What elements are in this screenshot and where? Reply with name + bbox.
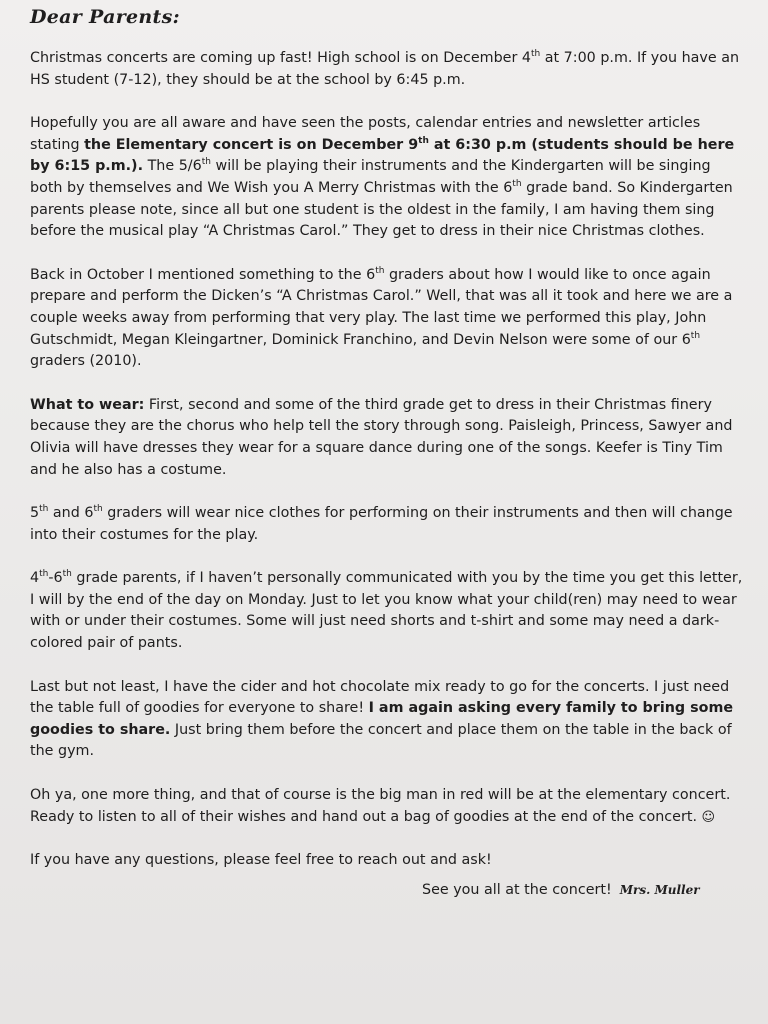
smiley-icon: ☺ <box>701 809 716 825</box>
concert-date-highlight: the Elementary concert is on December 9th at 6:30 p.m (students should be here by 6:15 p.m.). <box>30 136 735 175</box>
letter-greeting: Dear Parents: <box>30 6 180 28</box>
paragraph-elementary-concert: Hopefully you are all aware and have seen the posts, calendar entries and newsletter articles stating the Elementary concert is on December 9th at 6:30 p.m (students should be here by 6:15 p.m.). The 5/6th will be playing their instruments and the Kindergarten will be singing both by themselves and We Wish you A Merry Christmas with the 6th grade band. So Kindergarten parents please note, since all but one student is the oldest in the family, I am having them sing before the musical play “A Christmas Carol.” They get to dress in their nice Christmas clothes. <box>30 115 735 240</box>
signature: Mrs. Muller <box>619 882 700 897</box>
paragraph-high-school-concert: Christmas concerts are coming up fast! High school is on December 4th at 7:00 p.m. If you have an HS student (7-12), they should be at the school by 6:45 p.m. <box>30 49 740 88</box>
paragraph-costume-parents: 4th-6th grade parents, if I haven’t personally communicated with you by the time you get this letter, I will by the end of the day on Monday. Just to let you know what your child(ren) may need to wear with or under their costumes. Some will just need shorts and t-shirt and some may need a dark-colored pair of pants. <box>30 569 743 652</box>
paragraph-christmas-carol: Back in October I mentioned something to the 6th graders about how I would like to once again prepare and perform the Dicken’s “A Christmas Carol.” Well, that was all it took and here we are a couple weeks away from performing that very play. The last time we performed this play, John Gutschmidt, Megan Kleingartner, Dominick Franchino, and Devin Nelson were some of our 6th graders (2010). <box>30 265 733 370</box>
goodies-request-highlight: I am again asking every family to bring some goodies to share. <box>30 700 734 738</box>
paragraph-goodies: Last but not least, I have the cider and hot chocolate mix ready to go for the concerts. I just need the table full of goodies for everyone to share! I am again asking every family to bring some goodies to share. Just bring them before the concert and place them on the table in the back of the gym. <box>30 678 734 760</box>
paragraph-santa: Oh ya, one more thing, and that of course is the big man in red will be at the elementary concert. Ready to listen to all of their wishes and hand out a bag of goodies at the end of the concert. ☺ <box>30 787 731 825</box>
letter-signoff: See you all at the concert! Mrs. Muller <box>422 881 700 898</box>
what-to-wear-heading: What to wear: <box>30 396 145 413</box>
paragraph-5th-6th-graders: 5th and 6th graders will wear nice clothes for performing on their instruments and then will change into their costumes for the play. <box>30 504 733 543</box>
paragraph-questions: If you have any questions, please feel free to reach out and ask! <box>30 852 492 869</box>
paragraph-what-to-wear: What to wear: First, second and some of the third grade get to dress in their Christmas finery because they are the chorus who help tell the story through song. Paisleigh, Princess, Sawyer and Olivia will have dresses they wear for a square dance during one of the songs. Keefer is Tiny Tim and he also has a costume. <box>30 396 733 478</box>
